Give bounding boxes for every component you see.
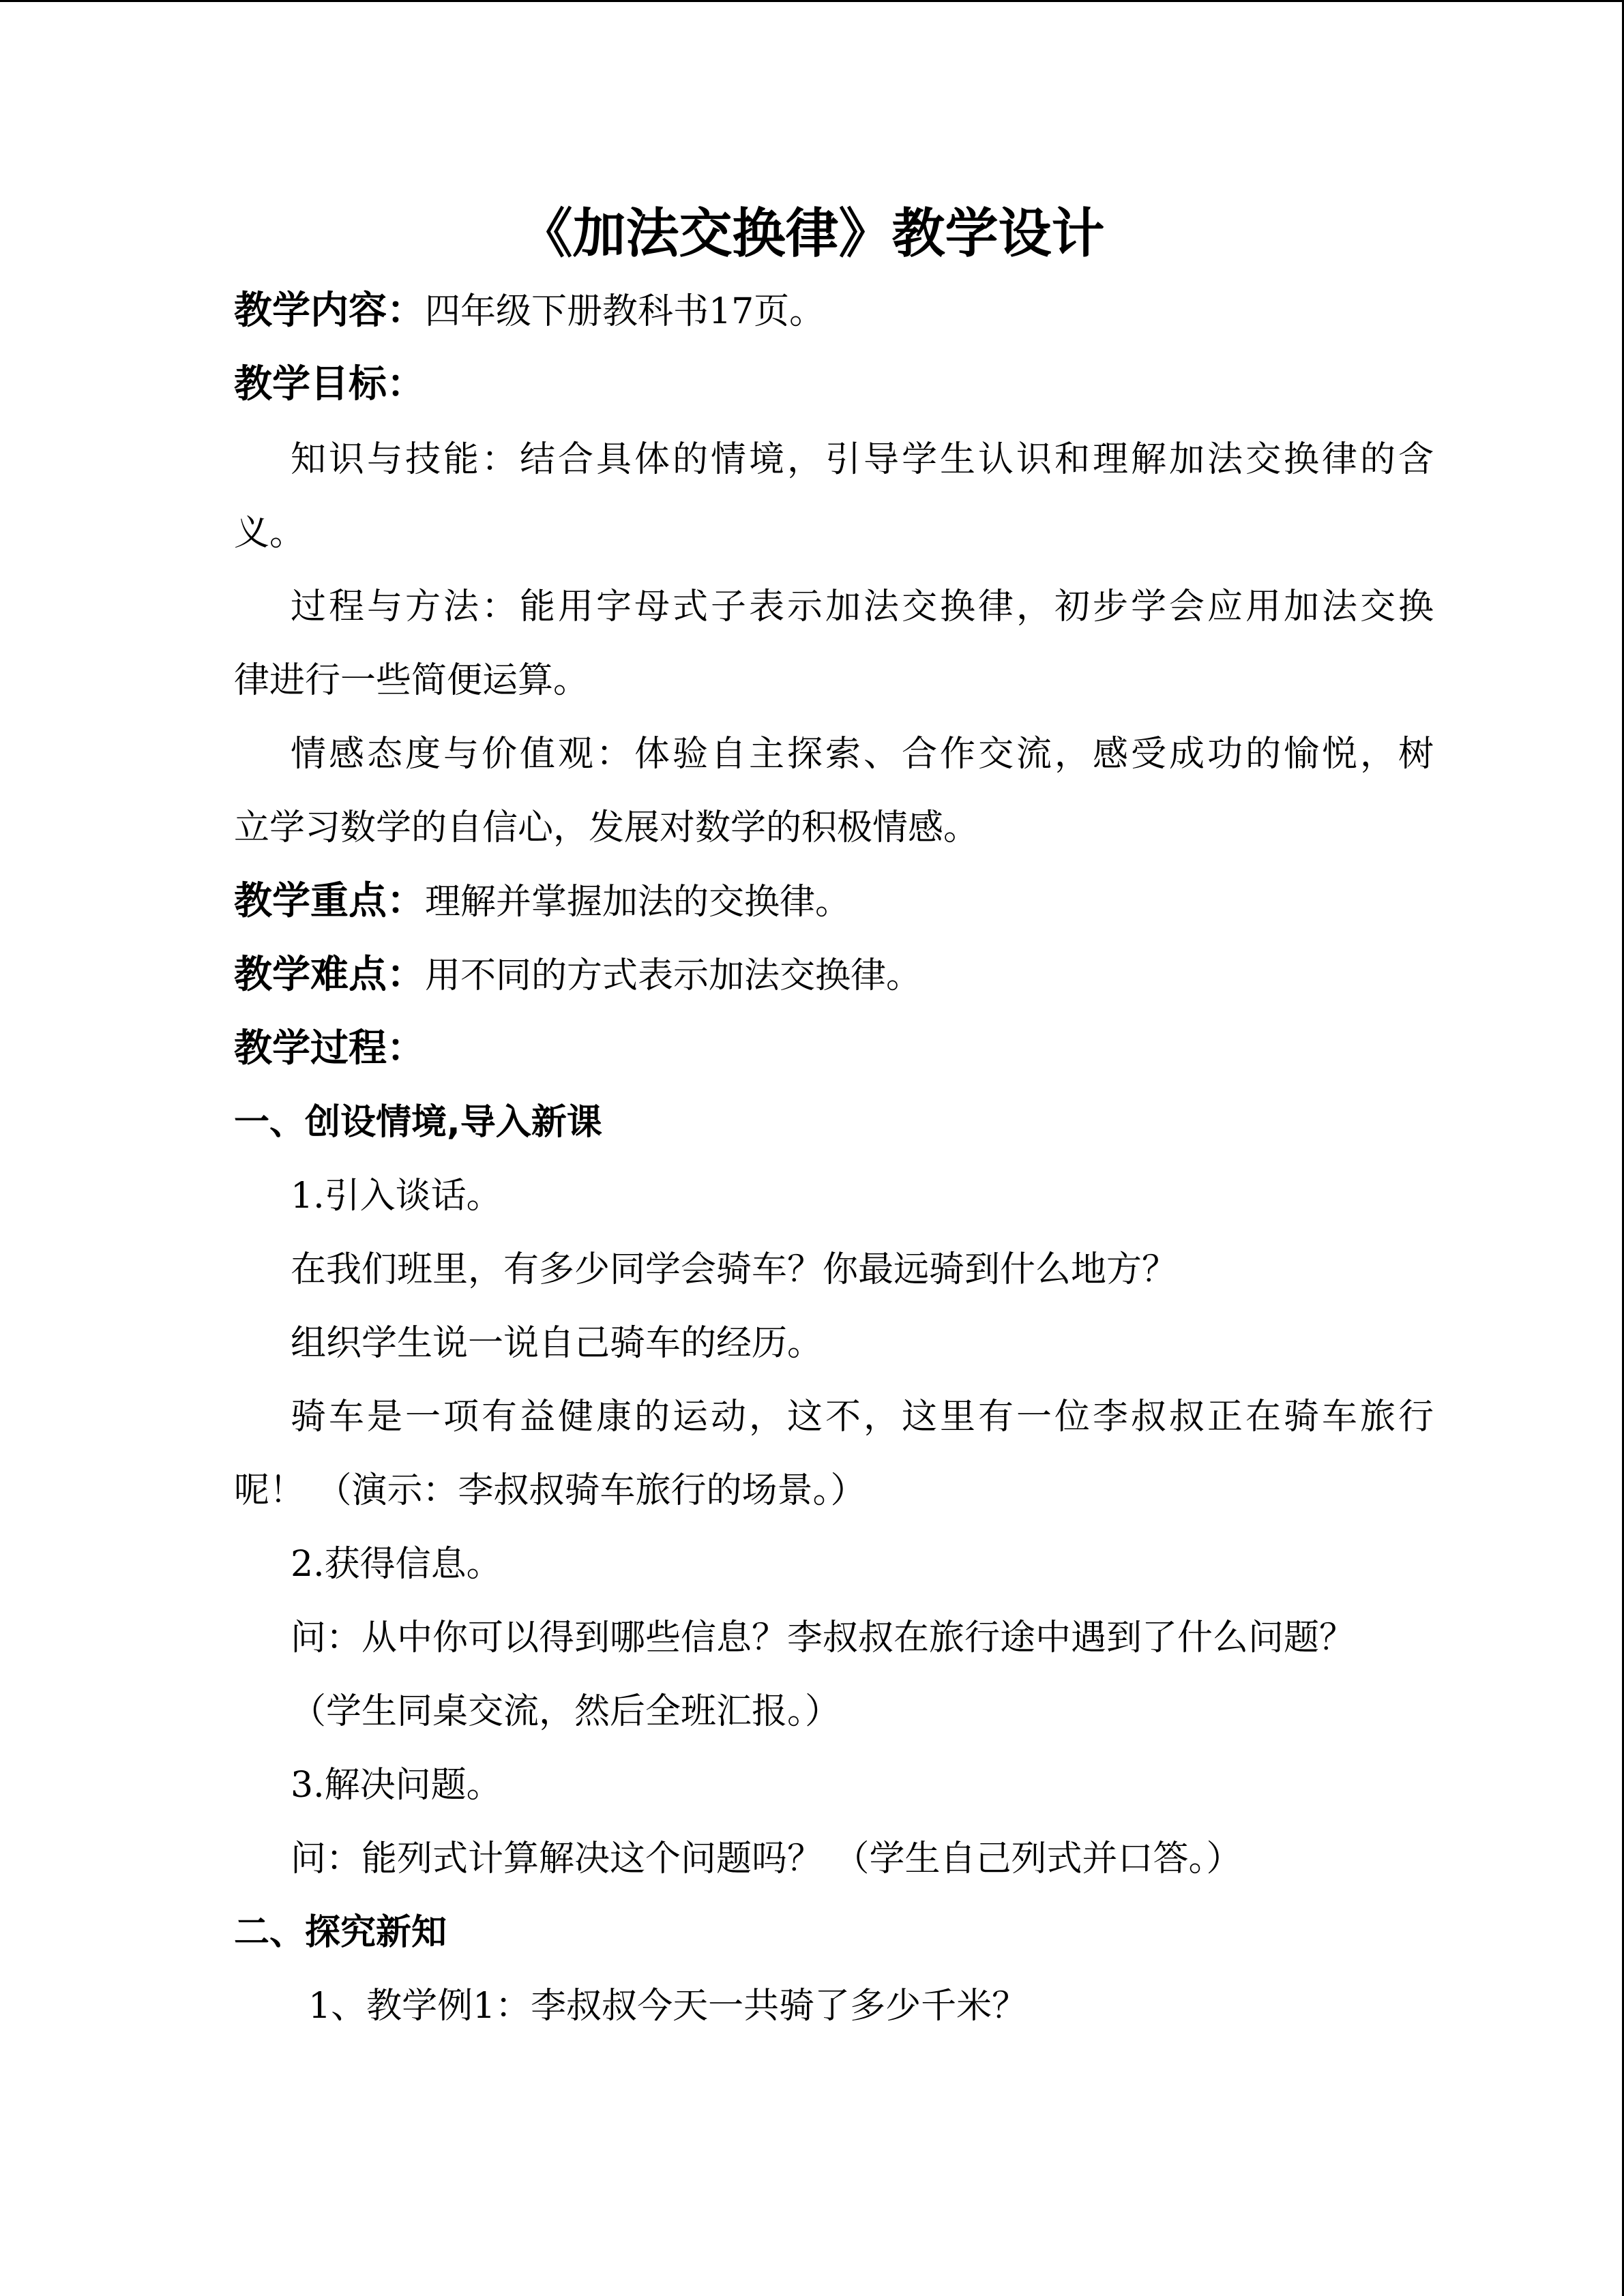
difficulty-line	[234, 949, 1434, 1002]
page-border-top	[0, 0, 1624, 2]
section-1-step-2: 2.获得信息。	[291, 1544, 502, 1585]
section-1-heading: 一、创设情境,导入新课	[234, 1102, 602, 1143]
section-2-line-1: 1、教学例1：李叔叔今天一共骑了多少千米？	[308, 1986, 1028, 2027]
process-heading: 教学过程：	[234, 1026, 425, 1071]
objective-emotion-line-1: 情感态度与价值观：体验自主探索、合作交流，感受成功的愉悦，树	[291, 734, 1434, 775]
objectives-heading: 教学目标：	[234, 362, 425, 406]
objective-emotion-line-2: 立学习数学的自信心，发展对数学的积极情感。	[234, 807, 979, 848]
difficulty-text: 用不同的方式表示加法交换律。	[425, 955, 922, 996]
section-1-line-3a: 骑车是一项有益健康的运动，这不，这里有一位李叔叔正在骑车旅行	[291, 1397, 1434, 1437]
key-point-text: 理解并掌握加法的交换律。	[425, 882, 851, 923]
objective-process-line-1: 过程与方法：能用字母式子表示加法交换律，初步学会应用加法交换	[291, 586, 1434, 627]
section-1-line-5: （学生同桌交流，然后全班汇报。）	[291, 1691, 841, 1732]
section-1-line-4: 问：从中你可以得到哪些信息？李叔叔在旅行途中遇到了什么问题？	[291, 1617, 1355, 1658]
key-point-line	[234, 876, 1434, 928]
content-text: 四年级下册教科书17页。	[425, 291, 825, 332]
content-label: 教学内容：	[234, 288, 425, 333]
objective-knowledge-line-1: 知识与技能：结合具体的情境，引导学生认识和理解加法交换律的含	[291, 439, 1434, 480]
section-1-line-3b: 呢！ （演示：李叔叔骑车旅行的场景。）	[234, 1470, 866, 1511]
section-1-line-1: 在我们班里，有多少同学会骑车？你最远骑到什么地方？	[291, 1249, 1178, 1290]
key-point-label: 教学重点：	[234, 879, 425, 923]
section-1-step-1: 1.引入谈话。	[291, 1176, 502, 1217]
objective-knowledge-line-2: 义。	[234, 513, 306, 554]
section-1-line-2: 组织学生说一说自己骑车的经历。	[291, 1323, 823, 1364]
content-line	[234, 285, 1434, 338]
objective-process-line-2: 律进行一些简便运算。	[234, 660, 589, 701]
section-1-line-6: 问：能列式计算解决这个问题吗？ （学生自己列式并口答。）	[291, 1838, 1242, 1879]
difficulty-label: 教学难点：	[234, 953, 425, 997]
section-2-heading: 二、探究新知	[234, 1912, 447, 1953]
section-1-step-3: 3.解决问题。	[291, 1765, 502, 1806]
document-title: 《加法交换律》教学设计	[519, 203, 1105, 265]
